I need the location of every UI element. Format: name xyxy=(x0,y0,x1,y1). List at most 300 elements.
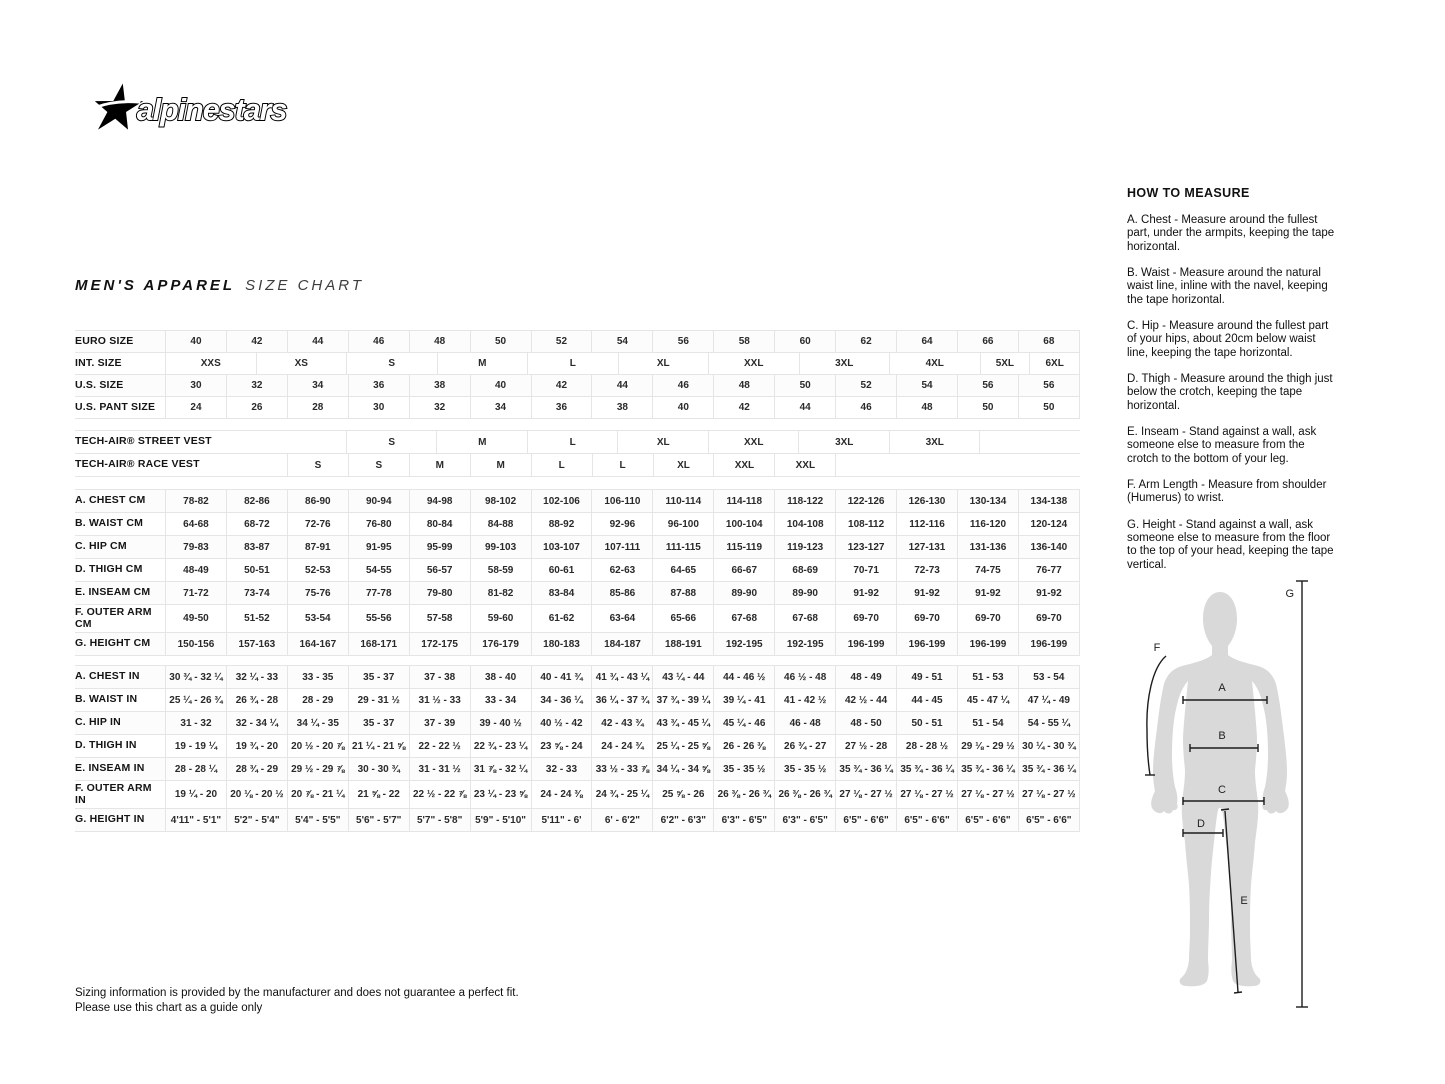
table-cell: 39 ¼ - 41 xyxy=(714,689,775,711)
table-cell xyxy=(980,431,1080,453)
table-cell: 34 ¼ - 34 ⅝ xyxy=(653,758,714,780)
table-cell: L xyxy=(528,431,619,453)
table-cell: 79-80 xyxy=(410,582,471,604)
table-row xyxy=(75,375,1080,397)
table-cell: 24 ¾ - 25 ¼ xyxy=(592,781,653,808)
table-cell: 118-122 xyxy=(775,490,836,512)
label-hip-c: C xyxy=(1218,784,1226,796)
table-cell: 5'4" - 5'5" xyxy=(288,809,349,831)
table-cell: 87-91 xyxy=(288,536,349,558)
table-cell: 74-75 xyxy=(958,559,1019,581)
table-cell: 38 - 40 xyxy=(471,666,532,688)
table-cell: 35 - 35 ½ xyxy=(775,758,836,780)
label-waist-b: B xyxy=(1218,730,1226,742)
table-cell: 25 ¼ - 25 ⅝ xyxy=(653,735,714,757)
table-cell: 27 ½ - 28 xyxy=(836,735,897,757)
table-cell: 42 xyxy=(714,397,775,418)
disclaimer xyxy=(75,986,519,1016)
table-row xyxy=(75,605,1080,633)
table-cell: 50 - 51 xyxy=(897,712,958,734)
table-cell: 192-195 xyxy=(714,633,775,655)
body-measurement-diagram xyxy=(1130,570,1445,1030)
table-cell: 36 xyxy=(532,397,593,418)
table-cell: XL xyxy=(619,353,710,374)
table-cell: 31 - 31 ½ xyxy=(410,758,471,780)
table-cell: 52 xyxy=(532,331,593,352)
table-cell: 196-199 xyxy=(1019,633,1080,655)
table-cell: 5'9" - 5'10" xyxy=(471,809,532,831)
table-cell: 66-67 xyxy=(714,559,775,581)
table-cell: 44 - 45 xyxy=(897,689,958,711)
table-cell: 68 xyxy=(1019,331,1080,352)
table-row xyxy=(75,666,1080,689)
disclaimer-line-1: Sizing information is provided by the manufacturer and does not guarantee a perfect fit. xyxy=(75,987,519,999)
table-cell: 27 ⅛ - 27 ½ xyxy=(836,781,897,808)
table-cell: 58-59 xyxy=(471,559,532,581)
table-cell: 64-68 xyxy=(166,513,227,535)
table-cell: 30 ¼ - 30 ¾ xyxy=(1019,735,1080,757)
disclaimer-line-2: Please use this chart as a guide only xyxy=(75,1001,263,1014)
table-cell: 38 xyxy=(410,375,471,396)
table-cell: 3XL xyxy=(800,353,891,374)
table-cell: 196-199 xyxy=(836,633,897,655)
table-cell: 78-82 xyxy=(166,490,227,512)
table-cell: 64 xyxy=(897,331,958,352)
table-cell: 80-84 xyxy=(410,513,471,535)
table-cell: 94-98 xyxy=(410,490,471,512)
row-label: D. THIGH IN xyxy=(75,735,166,757)
table-cell: 4'11" - 5'1" xyxy=(166,809,227,831)
table-cell: 56 xyxy=(1019,375,1080,396)
table-cell: 28 - 29 xyxy=(288,689,349,711)
row-label: D. THIGH CM xyxy=(75,559,166,581)
table-cell: 46 xyxy=(653,375,714,396)
table-cell: 40 ½ - 42 xyxy=(532,712,593,734)
row-label: E. INSEAM CM xyxy=(75,582,166,604)
table-cell: 30 - 30 ¾ xyxy=(349,758,410,780)
label-inseam-e: E xyxy=(1240,895,1248,907)
table-cell: 192-195 xyxy=(775,633,836,655)
table-cell: 48-49 xyxy=(166,559,227,581)
table-cell: 42 ½ - 44 xyxy=(836,689,897,711)
table-cell: 157-163 xyxy=(227,633,288,655)
table-cell: 68-69 xyxy=(775,559,836,581)
row-label: TECH-AIR® STREET VEST xyxy=(75,431,347,453)
table-cell: 5'11" - 6' xyxy=(532,809,593,831)
row-label: G. HEIGHT CM xyxy=(75,633,166,655)
table-cell: 19 ¾ - 20 xyxy=(227,735,288,757)
table-cell: 33 - 35 xyxy=(288,666,349,688)
measurements-cm-group xyxy=(75,489,1080,656)
table-cell: 126-130 xyxy=(897,490,958,512)
table-cell: XL xyxy=(618,431,709,453)
table-cell: 44 xyxy=(775,397,836,418)
table-row xyxy=(75,331,1080,353)
row-label: G. HEIGHT IN xyxy=(75,809,166,831)
table-cell: 89-90 xyxy=(775,582,836,604)
table-cell: 95-99 xyxy=(410,536,471,558)
table-cell: 37 ¾ - 39 ¼ xyxy=(653,689,714,711)
table-row xyxy=(75,758,1080,781)
table-row xyxy=(75,809,1080,832)
table-row xyxy=(75,536,1080,559)
table-cell: 71-72 xyxy=(166,582,227,604)
table-cell: 69-70 xyxy=(836,605,897,632)
height-measure-line xyxy=(1296,581,1308,1007)
table-cell: 176-179 xyxy=(471,633,532,655)
table-cell: 44 xyxy=(288,331,349,352)
table-cell: 81-82 xyxy=(471,582,532,604)
table-cell: 91-95 xyxy=(349,536,410,558)
table-cell: 115-119 xyxy=(714,536,775,558)
row-label: INT. SIZE xyxy=(75,353,166,374)
alpinestars-wordmark: alpinestars xyxy=(136,92,287,127)
table-cell: 5'7" - 5'8" xyxy=(410,809,471,831)
row-label: A. CHEST CM xyxy=(75,490,166,512)
table-cell: 104-108 xyxy=(775,513,836,535)
table-cell: 62 xyxy=(836,331,897,352)
table-cell: M xyxy=(410,454,471,476)
row-label: EURO SIZE xyxy=(75,331,166,352)
table-cell: 57-58 xyxy=(410,605,471,632)
table-cell: 46 - 48 xyxy=(775,712,836,734)
table-cell: 19 - 19 ¼ xyxy=(166,735,227,757)
table-cell: 21 ¼ - 21 ⅝ xyxy=(349,735,410,757)
table-cell: 83-87 xyxy=(227,536,288,558)
table-cell: 91-92 xyxy=(897,582,958,604)
table-cell: 28 xyxy=(288,397,349,418)
table-cell: 116-120 xyxy=(958,513,1019,535)
table-cell: 29 - 31 ½ xyxy=(349,689,410,711)
table-cell: 35 - 37 xyxy=(349,712,410,734)
table-cell: 49 - 51 xyxy=(897,666,958,688)
table-cell: 130-134 xyxy=(958,490,1019,512)
table-cell: 5XL xyxy=(981,353,1031,374)
table-cell: 123-127 xyxy=(836,536,897,558)
table-cell: 5'6" - 5'7" xyxy=(349,809,410,831)
table-cell: 40 xyxy=(653,397,714,418)
table-cell: 122-126 xyxy=(836,490,897,512)
table-cell: 66 xyxy=(958,331,1019,352)
table-cell: 41 - 42 ½ xyxy=(775,689,836,711)
table-cell: 28 - 28 ½ xyxy=(897,735,958,757)
table-cell: 20 ⅞ - 21 ¼ xyxy=(288,781,349,808)
table-cell: S xyxy=(349,454,410,476)
row-label: U.S. SIZE xyxy=(75,375,166,396)
table-cell: 67-68 xyxy=(775,605,836,632)
table-cell: 79-83 xyxy=(166,536,227,558)
table-cell: 33 - 34 xyxy=(471,689,532,711)
table-cell: 76-77 xyxy=(1019,559,1080,581)
label-thigh-d: D xyxy=(1197,818,1205,830)
table-row xyxy=(75,582,1080,605)
table-cell: 41 ¾ - 43 ¼ xyxy=(592,666,653,688)
table-cell: 26 ¾ - 27 xyxy=(775,735,836,757)
table-cell: 20 ⅛ - 20 ½ xyxy=(227,781,288,808)
table-row xyxy=(75,397,1080,419)
table-cell: 188-191 xyxy=(653,633,714,655)
table-cell: 27 ⅛ - 27 ½ xyxy=(958,781,1019,808)
table-cell xyxy=(836,454,1080,476)
table-cell: XXL xyxy=(714,454,775,476)
table-cell: M xyxy=(438,353,529,374)
table-cell: 63-64 xyxy=(592,605,653,632)
table-cell: 26 ¾ - 28 xyxy=(227,689,288,711)
table-cell: 51 - 53 xyxy=(958,666,1019,688)
table-cell: 36 ¼ - 37 ¾ xyxy=(592,689,653,711)
table-cell: 56-57 xyxy=(410,559,471,581)
table-cell: 46 xyxy=(349,331,410,352)
table-cell: 120-124 xyxy=(1019,513,1080,535)
table-cell: 6'5" - 6'6" xyxy=(897,809,958,831)
table-cell: 69-70 xyxy=(897,605,958,632)
table-cell: 150-156 xyxy=(166,633,227,655)
table-cell: 72-76 xyxy=(288,513,349,535)
row-label: C. HIP CM xyxy=(75,536,166,558)
table-cell: 30 ¾ - 32 ¼ xyxy=(166,666,227,688)
table-cell: XL xyxy=(654,454,715,476)
table-cell: 73-74 xyxy=(227,582,288,604)
table-cell: 45 - 47 ¼ xyxy=(958,689,1019,711)
table-cell: 6' - 6'2" xyxy=(592,809,653,831)
table-row xyxy=(75,513,1080,536)
table-cell: 172-175 xyxy=(410,633,471,655)
table-cell: 180-183 xyxy=(532,633,593,655)
table-cell: 64-65 xyxy=(653,559,714,581)
table-cell: 168-171 xyxy=(349,633,410,655)
table-cell: 35 ¾ - 36 ¼ xyxy=(1019,758,1080,780)
table-cell: 3XL xyxy=(890,431,981,453)
table-cell: 48 - 50 xyxy=(836,712,897,734)
table-cell: 23 ¼ - 23 ⅝ xyxy=(471,781,532,808)
table-cell: 62-63 xyxy=(592,559,653,581)
table-cell: 50 xyxy=(1019,397,1080,418)
table-row xyxy=(75,490,1080,513)
table-cell: 25 ⅝ - 26 xyxy=(653,781,714,808)
table-cell: XXL xyxy=(709,431,800,453)
table-cell: 3XL xyxy=(799,431,890,453)
table-cell: 32 xyxy=(227,375,288,396)
title-main: MEN'S APPAREL xyxy=(75,277,236,294)
table-cell: 23 ⅝ - 24 xyxy=(532,735,593,757)
table-cell: 29 ⅛ - 29 ½ xyxy=(958,735,1019,757)
measure-instruction: C. Hip - Measure around the fullest part of your hips, about 20cm below waist line, keeping the tape horizontal. xyxy=(1127,319,1329,359)
table-cell: 36 xyxy=(349,375,410,396)
table-cell: 49-50 xyxy=(166,605,227,632)
row-label: E. INSEAM IN xyxy=(75,758,166,780)
table-cell: 30 xyxy=(349,397,410,418)
table-cell: 110-114 xyxy=(653,490,714,512)
table-cell: L xyxy=(528,353,619,374)
table-cell: 27 ⅛ - 27 ½ xyxy=(897,781,958,808)
table-cell: 26 - 26 ⅜ xyxy=(714,735,775,757)
table-cell: 28 ¾ - 29 xyxy=(227,758,288,780)
table-cell: 42 - 43 ¾ xyxy=(592,712,653,734)
table-cell: 89-90 xyxy=(714,582,775,604)
table-cell: 50 xyxy=(471,331,532,352)
table-cell: 42 xyxy=(532,375,593,396)
table-cell: 48 xyxy=(897,397,958,418)
how-to-measure-heading: HOW TO MEASURE xyxy=(1127,186,1250,200)
table-cell: 196-199 xyxy=(958,633,1019,655)
table-cell: 26 ⅜ - 26 ¾ xyxy=(775,781,836,808)
measure-instruction: E. Inseam - Stand against a wall, ask someone else to measure from the crotch to the bottom of your leg. xyxy=(1127,425,1317,465)
table-cell: 24 - 24 ¾ xyxy=(592,735,653,757)
table-row xyxy=(75,689,1080,712)
table-cell: 46 ½ - 48 xyxy=(775,666,836,688)
table-cell: 119-123 xyxy=(775,536,836,558)
table-cell: S xyxy=(288,454,349,476)
row-label: B. WAIST IN xyxy=(75,689,166,711)
table-cell: 31 - 32 xyxy=(166,712,227,734)
table-cell: 48 - 49 xyxy=(836,666,897,688)
table-cell: XXL xyxy=(709,353,800,374)
table-cell: 34 ¼ - 35 xyxy=(288,712,349,734)
table-cell: 46 xyxy=(836,397,897,418)
table-cell: 32 ¼ - 33 xyxy=(227,666,288,688)
table-cell: 37 - 38 xyxy=(410,666,471,688)
table-cell: 28 - 28 ¼ xyxy=(166,758,227,780)
table-cell: 20 ½ - 20 ⅞ xyxy=(288,735,349,757)
table-cell: 5'2" - 5'4" xyxy=(227,809,288,831)
table-cell: 6'3" - 6'5" xyxy=(775,809,836,831)
table-cell: 34 xyxy=(288,375,349,396)
table-cell: 40 xyxy=(166,331,227,352)
table-cell: 34 xyxy=(471,397,532,418)
table-cell: 6'5" - 6'6" xyxy=(836,809,897,831)
table-cell: 21 ⅝ - 22 xyxy=(349,781,410,808)
tech-air-vest-group xyxy=(75,430,1080,477)
measure-instruction: A. Chest - Measure around the fullest part, under the armpits, keeping the tape horizontal. xyxy=(1127,214,1335,253)
table-cell: 25 ¼ - 26 ¾ xyxy=(166,689,227,711)
table-cell: 43 ¼ - 44 xyxy=(653,666,714,688)
table-cell: 96-100 xyxy=(653,513,714,535)
table-cell: L xyxy=(593,454,654,476)
table-cell: 103-107 xyxy=(532,536,593,558)
table-cell: 52 xyxy=(836,375,897,396)
table-cell: 70-71 xyxy=(836,559,897,581)
table-cell: 44 xyxy=(592,375,653,396)
table-cell: 37 - 39 xyxy=(410,712,471,734)
table-cell: 86-90 xyxy=(288,490,349,512)
table-row xyxy=(75,633,1080,656)
table-cell: 65-66 xyxy=(653,605,714,632)
table-cell: 54-55 xyxy=(349,559,410,581)
table-cell: 4XL xyxy=(890,353,981,374)
table-cell: 32 - 33 xyxy=(532,758,593,780)
table-cell: 35 ¾ - 36 ¼ xyxy=(897,758,958,780)
table-cell: 91-92 xyxy=(958,582,1019,604)
measure-instruction: F. Arm Length - Measure from shoulder (Humerus) to wrist. xyxy=(1127,478,1327,505)
table-cell: 77-78 xyxy=(349,582,410,604)
table-cell: 29 ½ - 29 ⅞ xyxy=(288,758,349,780)
table-cell: 107-111 xyxy=(592,536,653,558)
table-cell: 196-199 xyxy=(897,633,958,655)
table-cell: 98-102 xyxy=(471,490,532,512)
table-cell: 30 xyxy=(166,375,227,396)
table-cell: 164-167 xyxy=(288,633,349,655)
measurements-in-group xyxy=(75,665,1080,832)
table-cell: 184-187 xyxy=(592,633,653,655)
table-cell: 54 xyxy=(897,375,958,396)
table-cell: 40 xyxy=(471,375,532,396)
alpinestars-logo xyxy=(72,80,327,138)
table-row xyxy=(75,781,1080,809)
measure-instruction: B. Waist - Measure around the natural waist line, inline with the navel, keeping the tape horizontal. xyxy=(1127,266,1328,306)
table-cell: 99-103 xyxy=(471,536,532,558)
table-cell: 82-86 xyxy=(227,490,288,512)
table-cell: 42 xyxy=(227,331,288,352)
table-cell: 51 - 54 xyxy=(958,712,1019,734)
table-cell: 102-106 xyxy=(532,490,593,512)
label-height-g: G xyxy=(1285,588,1294,600)
table-cell: 87-88 xyxy=(653,582,714,604)
measure-instruction: D. Thigh - Measure around the thigh just below the crotch, keeping the tape horizontal. xyxy=(1127,372,1333,412)
table-cell: 112-116 xyxy=(897,513,958,535)
table-cell: 56 xyxy=(653,331,714,352)
table-cell: 35 - 35 ½ xyxy=(714,758,775,780)
table-cell: 54 - 55 ¼ xyxy=(1019,712,1080,734)
table-cell: 92-96 xyxy=(592,513,653,535)
table-cell: L xyxy=(532,454,593,476)
table-cell: 33 ½ - 33 ⅞ xyxy=(592,758,653,780)
table-cell: 69-70 xyxy=(1019,605,1080,632)
table-row xyxy=(75,353,1080,375)
table-cell: 84-88 xyxy=(471,513,532,535)
table-cell: 6'3" - 6'5" xyxy=(714,809,775,831)
size-table-header-group xyxy=(75,330,1080,419)
table-cell: 88-92 xyxy=(532,513,593,535)
row-label: B. WAIST CM xyxy=(75,513,166,535)
size-table xyxy=(75,330,1080,832)
table-cell: 45 ¼ - 46 xyxy=(714,712,775,734)
table-cell: 22 ¾ - 23 ¼ xyxy=(471,735,532,757)
table-cell: 59-60 xyxy=(471,605,532,632)
row-label: F. OUTER ARM IN xyxy=(75,781,166,808)
table-cell: 40 - 41 ¾ xyxy=(532,666,593,688)
table-cell: 22 ½ - 22 ⅞ xyxy=(410,781,471,808)
table-row xyxy=(75,559,1080,582)
table-cell: M xyxy=(471,454,532,476)
table-cell: 90-94 xyxy=(349,490,410,512)
table-cell: 100-104 xyxy=(714,513,775,535)
table-cell: 58 xyxy=(714,331,775,352)
table-cell: 55-56 xyxy=(349,605,410,632)
table-cell: S xyxy=(347,353,438,374)
table-cell: 32 xyxy=(410,397,471,418)
page-title xyxy=(75,277,364,294)
row-label: A. CHEST IN xyxy=(75,666,166,688)
table-cell: 35 - 37 xyxy=(349,666,410,688)
table-cell: 43 ¾ - 45 ¼ xyxy=(653,712,714,734)
table-row xyxy=(75,735,1080,758)
table-cell: 48 xyxy=(714,375,775,396)
table-cell: 24 - 24 ⅜ xyxy=(532,781,593,808)
table-cell: 91-92 xyxy=(836,582,897,604)
table-cell: 35 ¾ - 36 ¼ xyxy=(958,758,1019,780)
row-label: F. OUTER ARM CM xyxy=(75,605,166,632)
table-cell: 53-54 xyxy=(288,605,349,632)
table-cell: 6XL xyxy=(1030,353,1080,374)
table-cell: 72-73 xyxy=(897,559,958,581)
table-cell: 136-140 xyxy=(1019,536,1080,558)
table-cell: 106-110 xyxy=(592,490,653,512)
table-cell: 68-72 xyxy=(227,513,288,535)
table-cell: 22 - 22 ½ xyxy=(410,735,471,757)
table-cell: 24 xyxy=(166,397,227,418)
table-cell: 38 xyxy=(592,397,653,418)
table-cell: 19 ¼ - 20 xyxy=(166,781,227,808)
